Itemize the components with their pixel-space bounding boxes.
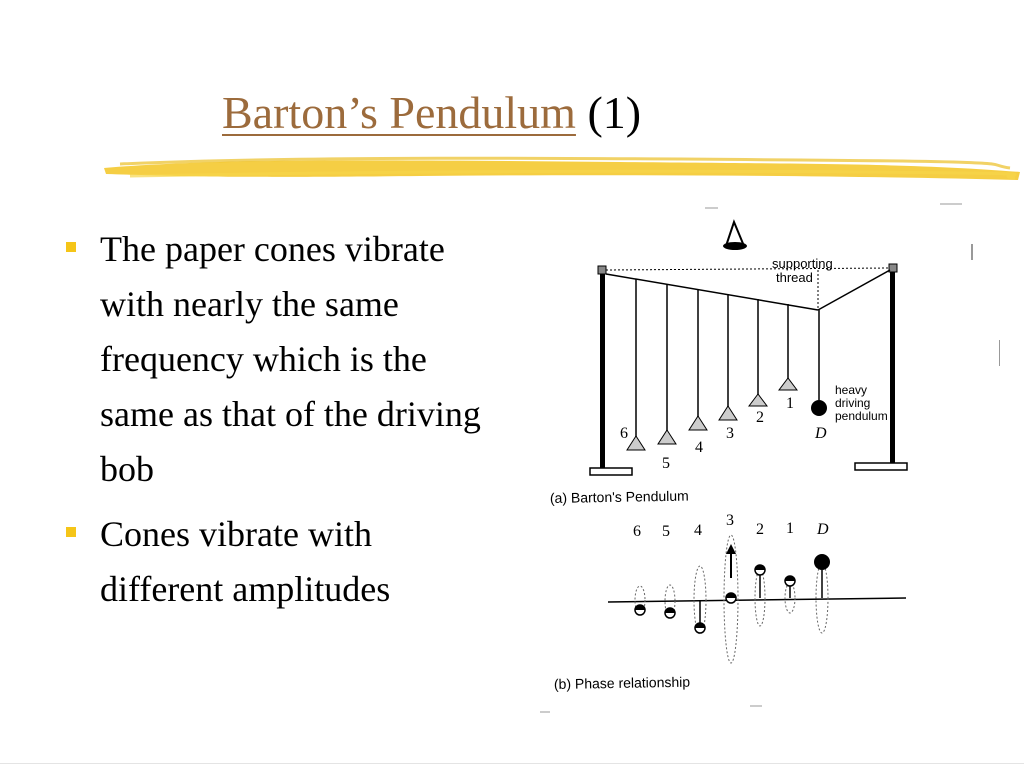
phase-label-D: D [817,521,829,538]
label-pendulum: pendulum [835,409,888,423]
phase-label-6: 6 [633,523,641,540]
bullet-text-2: Cones vibrate with different amplitudes [100,514,391,609]
square-bullet-icon [66,242,76,252]
bullet-item-2 [62,507,492,617]
phase-label-1: 1 [786,520,794,537]
cone-1 [779,378,797,390]
cone-label-3: 3 [726,425,734,442]
left-stand-base [590,468,632,475]
right-stand-pole [890,268,895,468]
phase-label-3: 3 [726,512,734,529]
cone-4 [689,416,707,430]
label-driving: driving [835,396,871,410]
title-suffix: (1) [575,87,642,138]
caption-a: (a) Barton's Pendulum [549,487,689,506]
cone-3 [719,406,737,420]
cone-6 [627,436,645,450]
caption-b: (b) Phase relationship [553,673,691,692]
cone-label-1: 1 [786,395,794,412]
cone-5 [658,430,676,444]
cone-label-2: 2 [756,409,764,426]
cone-label-4: 4 [695,439,703,456]
driver-label: D [815,425,827,442]
title-highlight-stroke [100,150,1024,186]
phase-baseline [608,598,906,602]
title-link[interactable]: Barton’s Pendulum [222,87,576,138]
left-stand-clamp [598,266,606,274]
slide-title [222,86,641,139]
barton-pendulum-figure [530,200,1000,720]
footer-divider [0,763,1024,764]
left-stand-pole [600,270,605,470]
right-stand-clamp [889,264,897,272]
label-supporting: supporting [772,256,833,271]
bullet-item-1 [62,222,492,497]
cone-label-6: 6 [620,425,628,442]
right-stand-base [855,463,907,470]
phase-label-5: 5 [662,523,670,540]
square-bullet-icon [66,527,76,537]
eye-icon [723,222,747,250]
phase-label-4: 4 [694,522,702,539]
cone-2 [749,394,767,406]
phase-bob-D [814,554,830,570]
driving-bob [811,400,827,416]
bullet-list [62,222,492,627]
cone-label-5: 5 [662,455,670,472]
bullet-text-1: The paper cones vibrate with nearly the same frequency which is the same as that of the driving bob [100,229,481,489]
label-thread: thread [776,270,813,285]
phase-label-2: 2 [756,521,764,538]
label-heavy: heavy [835,383,868,397]
